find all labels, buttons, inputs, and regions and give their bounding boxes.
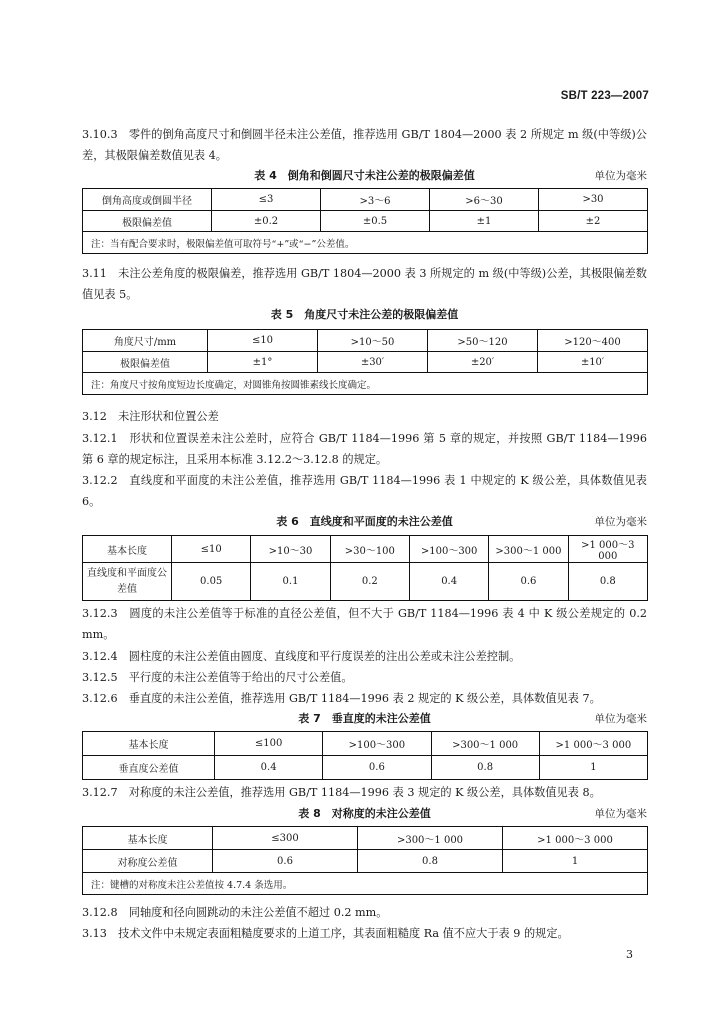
table-cell: 0.05 — [172, 563, 251, 601]
table6-unit: 单位为毫米 — [594, 516, 647, 528]
table-cell: >10～30 — [251, 536, 330, 563]
table8-note: 注：键槽的对称度未注公差值按 4.7.4 条选用。 — [83, 873, 648, 895]
table-cell: ≤300 — [213, 827, 358, 850]
table-cell: 基本长度 — [83, 536, 172, 563]
table6-title: 表 6 直线度和平面度的未注公差值 — [276, 515, 453, 528]
table6-title-bar — [82, 513, 647, 531]
table-cell: ±0.5 — [321, 211, 430, 232]
table7-unit: 单位为毫米 — [594, 713, 647, 725]
table-row — [83, 563, 648, 601]
clause-3-12-5: 3.12.5 平行度的未注公差值等于给出的尺寸公差值。 — [82, 671, 353, 684]
table-cell: ±20′ — [428, 352, 538, 373]
table-cell: 直线度和平面度公差值 — [83, 563, 172, 601]
table-cell: ±2 — [539, 211, 648, 232]
table-row — [83, 232, 648, 254]
table-cell: 0.4 — [215, 756, 323, 780]
table8-title: 表 8 对称度的未注公差值 — [298, 807, 431, 820]
table-cell: >300～1 000 — [489, 536, 568, 563]
standard-code-header: SB/T 223—2007 — [560, 90, 649, 102]
table-cell: 1 — [539, 756, 647, 780]
table8-title-bar — [82, 805, 647, 823]
table8-unit: 单位为毫米 — [594, 808, 647, 820]
table5-title: 表 5 角度尺寸未注公差的极限偏差值 — [270, 308, 459, 321]
table-cell: ±30′ — [318, 352, 428, 373]
clause-3-12: 3.12 未注形状和位置公差 — [82, 410, 219, 423]
table-row — [83, 189, 648, 211]
table-cell: 倒角高度或倒圆半径 — [83, 189, 212, 211]
table8 — [82, 826, 648, 895]
table-cell: ±1 — [430, 211, 539, 232]
table-cell: 0.8 — [568, 563, 647, 601]
table-cell: ±10′ — [538, 352, 648, 373]
table-cell: 基本长度 — [83, 732, 215, 756]
table-cell: 0.2 — [330, 563, 409, 601]
table-row — [83, 330, 648, 352]
table-cell: ≤10 — [172, 536, 251, 563]
table4 — [82, 188, 648, 254]
table-cell: ≤10 — [208, 330, 318, 352]
table-cell: >100～300 — [323, 732, 431, 756]
table-row — [83, 373, 648, 395]
table-row — [83, 873, 648, 895]
table-row — [83, 827, 648, 850]
clause-3-12-8: 3.12.8 同轴度和径向圆跳动的未注公差值不超过 0.2 mm。 — [82, 906, 388, 919]
clause-3-12-7: 3.12.7 对称度的未注公差值，推荐选用 GB/T 1184—1996 表 3 规定的 K 级公差，具体数值见表 8。 — [82, 786, 601, 799]
table-cell: >30～100 — [330, 536, 409, 563]
table5-note: 注：角度尺寸按角度短边长度确定，对圆锥角按圆锥素线长度确定。 — [83, 373, 648, 395]
table4-note: 注：当有配合要求时，极限偏差值可取符号“+”或“−”公差值。 — [83, 232, 648, 254]
table-cell: 极限偏差值 — [83, 352, 208, 373]
table-cell: >120～400 — [538, 330, 648, 352]
table-cell: >10～50 — [318, 330, 428, 352]
table-cell: 垂直度公差值 — [83, 756, 215, 780]
table7 — [82, 731, 648, 780]
table-cell: 0.8 — [358, 850, 503, 873]
table-cell: >1 000～3 000 — [503, 827, 648, 850]
table-row — [83, 536, 648, 563]
table-cell: 极限偏差值 — [83, 211, 212, 232]
table7-title: 表 7 垂直度的未注公差值 — [298, 712, 431, 725]
table4-title-bar — [82, 167, 647, 185]
table-cell: 基本长度 — [83, 827, 213, 850]
clause-3-12-4: 3.12.4 圆柱度的未注公差值由圆度、直线度和平行度误差的注出公差或未注公差控制。 — [82, 650, 521, 663]
table-cell: 0.6 — [489, 563, 568, 601]
table-cell: 0.8 — [431, 756, 539, 780]
table4-title: 表 4 倒角和倒圆尺寸未注公差的极限偏差值 — [254, 169, 475, 182]
table-cell: 0.1 — [251, 563, 330, 601]
table-row — [83, 732, 648, 756]
table-cell: >300～1 000 — [431, 732, 539, 756]
table-cell: ±1° — [208, 352, 318, 373]
table-cell: >50～120 — [428, 330, 538, 352]
table-cell: 0.4 — [409, 563, 488, 601]
table5 — [82, 329, 648, 395]
table-cell: 0.6 — [323, 756, 431, 780]
clause-3-12-6: 3.12.6 垂直度的未注公差值，推荐选用 GB/T 1184—1996 表 2 规定的 K 级公差，具体数值见表 7。 — [82, 692, 601, 705]
table4-unit: 单位为毫米 — [594, 170, 647, 182]
table-cell: >6～30 — [430, 189, 539, 211]
table-cell: >1 000～3 000 — [539, 732, 647, 756]
clause-3-10-3: 3.10.3 零件的倒角高度尺寸和倒圆半径未注公差值，推荐选用 GB/T 1804—2000 表 2 所规定 m 级(中等级)公差，其极限偏差数值见表 4。 — [82, 128, 647, 162]
table-cell: >300～1 000 — [358, 827, 503, 850]
table-row — [83, 850, 648, 873]
table-cell: ≤3 — [212, 189, 321, 211]
table-cell: ±0.2 — [212, 211, 321, 232]
page-number: 3 — [626, 948, 633, 961]
table7-title-bar — [82, 710, 647, 728]
table-cell: >30 — [539, 189, 648, 211]
table-cell: >100～300 — [409, 536, 488, 563]
table-cell: 角度尺寸/mm — [83, 330, 208, 352]
table-cell: ≤100 — [215, 732, 323, 756]
table-cell: 1 — [503, 850, 648, 873]
table-row — [83, 211, 648, 232]
clause-3-11: 3.11 未注公差角度的极限偏差，推荐选用 GB/T 1804—2000 表 3 所规定的 m 级(中等级)公差，其极限偏差数值见表 5。 — [82, 267, 647, 301]
table-cell: >3～6 — [321, 189, 430, 211]
table6 — [82, 535, 648, 601]
table-row — [83, 756, 648, 780]
table-row — [83, 352, 648, 373]
clause-3-12-1: 3.12.1 形状和位置误差未注公差时，应符合 GB/T 1184—1996 第 5 章的规定，并按照 GB/T 1184—1996 第 6 章的规定标注，且采用本标准 3.12.2～3.12.8 的规定。 — [82, 432, 647, 466]
table-cell: 0.6 — [213, 850, 358, 873]
clause-3-12-2: 3.12.2 直线度和平面度的未注公差值，推荐选用 GB/T 1184—1996 表 1 中规定的 K 级公差，具体数值见表 6。 — [82, 474, 647, 508]
table-cell: >1 000～3 000 — [568, 536, 647, 563]
table-cell: 对称度公差值 — [83, 850, 213, 873]
clause-3-13: 3.13 技术文件中未规定表面粗糙度要求的上道工序，其表面粗糙度 Ra 值不应大于表 9 的规定。 — [82, 927, 569, 940]
clause-3-12-3: 3.12.3 圆度的未注公差值等于标准的直径公差值，但不大于 GB/T 1184—1996 表 4 中 K 级公差规定的 0.2 mm。 — [82, 607, 647, 641]
table5-title-bar — [82, 306, 647, 324]
